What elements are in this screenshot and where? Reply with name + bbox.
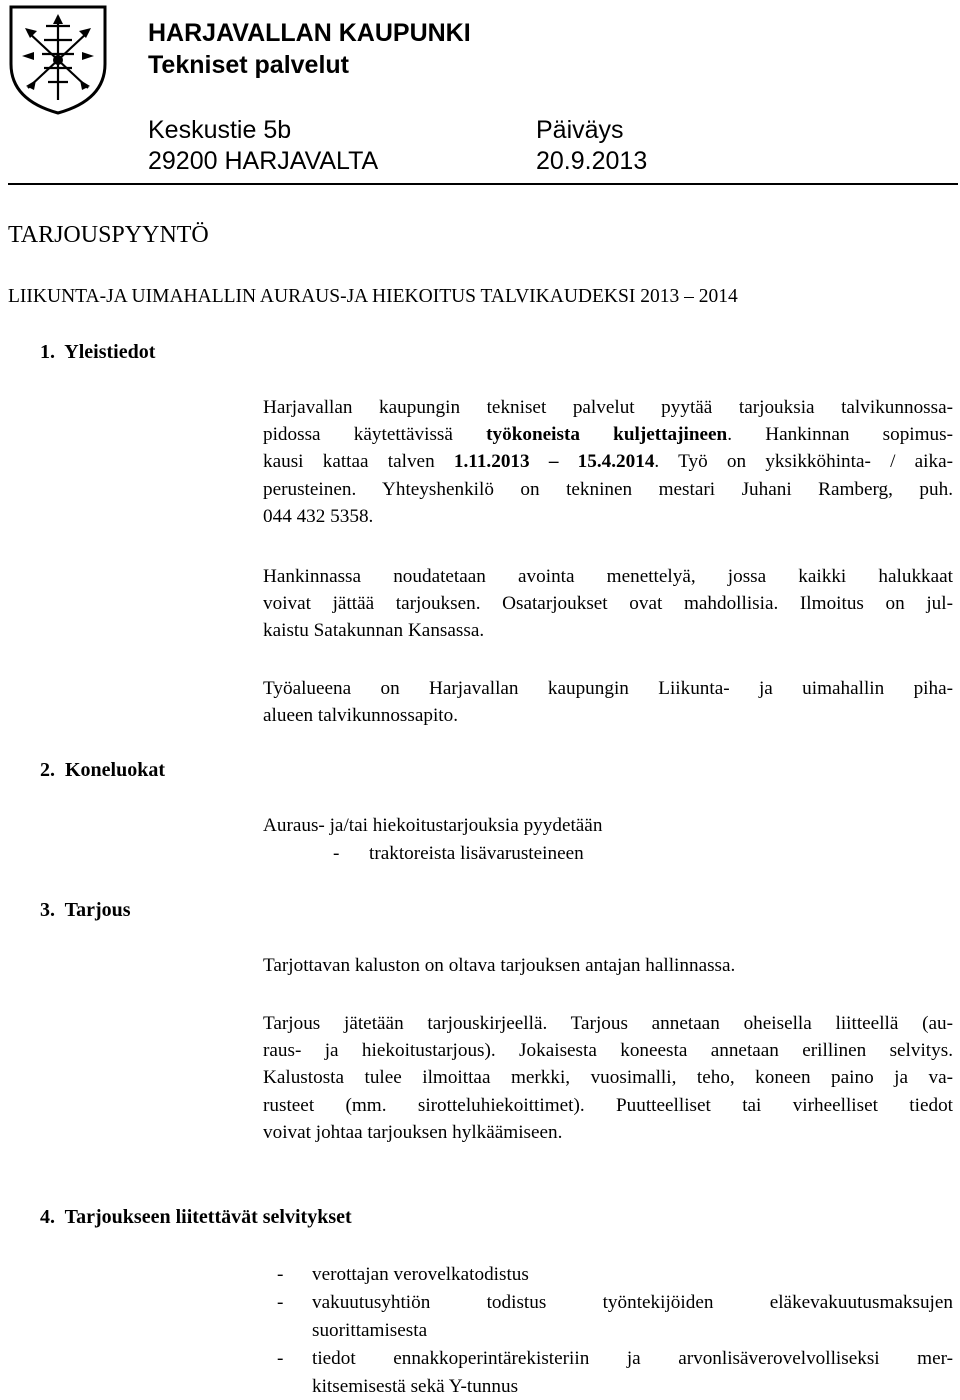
text-line: 044 432 5358. <box>263 505 374 527</box>
section-2-text: Auraus- ja/tai hiekoitustarjouksia pyydetään <box>263 815 603 836</box>
city-coat-of-arms-icon <box>8 4 108 116</box>
text-run: pidossa käytettävissä <box>263 424 487 446</box>
list-item-text: vakuutusyhtiön todistus työntekijöiden eläkevakuutusmaksujen <box>312 1292 953 1313</box>
date-value: 20.9.2013 <box>536 147 648 175</box>
text-line: voivat jättää tarjouksen. Osatarjoukset ovat mahdollisia. Ilmoitus on jul- <box>263 593 953 615</box>
list-item <box>263 1345 953 1400</box>
document-title: TARJOUSPYYNTÖ <box>8 222 209 248</box>
text-line: Työalueena on Harjavallan kaupungin Liikunta- ja uimahallin piha- <box>263 678 953 699</box>
section-1-heading: 1. Yleistiedot <box>40 341 156 363</box>
list-item: traktoreista lisävarusteineen <box>369 843 584 864</box>
postal-address: 29200 HARJAVALTA <box>148 147 379 175</box>
bullet-dash: - <box>277 1348 284 1369</box>
section-1-paragraph-1 <box>263 394 953 530</box>
text-line: Hankinnassa noudatetaan avointa menettelyä, jossa kaikki halukkaat <box>263 566 953 587</box>
text-run: kausi kattaa talven <box>263 451 454 473</box>
text-line <box>263 448 953 475</box>
text-line: Tarjous jätetään tarjouskirjeellä. Tarjous annetaan oheisella liitteellä (au- <box>263 1013 953 1034</box>
section-1-paragraph-3 <box>263 675 953 729</box>
bold-text-run: työkoneista kuljettajineen <box>486 424 728 446</box>
header-divider <box>8 183 958 185</box>
list-item <box>263 1289 953 1344</box>
text-line: kaistu Satakunnan Kansassa. <box>263 620 485 642</box>
bullet-dash: - <box>277 1264 284 1285</box>
text-run: . Hankinnan sopimus- <box>727 424 954 446</box>
text-line: rusteet (mm. sirotteluhiekoittimet). Puutteelliset tai virheelliset tiedot <box>263 1094 953 1116</box>
list-item-text: suorittamisesta <box>312 1319 428 1341</box>
text-line: perusteinen. Yhteyshenkilö on tekninen mestari Juhani Ramberg, puh. <box>263 478 953 500</box>
organization-name: HARJAVALLAN KAUPUNKI <box>148 19 471 47</box>
department-name: Tekniset palvelut <box>148 51 349 79</box>
document-subject: LIIKUNTA-JA UIMAHALLIN AURAUS-JA HIEKOITUS TALVIKAUDEKSI 2013 – 2014 <box>8 286 738 307</box>
text-line: raus- ja hiekoitustarjous). Jokaisesta koneesta annetaan erillinen selvitys. <box>263 1040 953 1062</box>
list-item <box>263 1261 953 1289</box>
bullet-dash: - <box>277 1292 284 1313</box>
text-line: alueen talvikunnossapito. <box>263 705 459 727</box>
list-item-text: verottajan verovelkatodistus <box>312 1264 529 1285</box>
bold-text-run: 1.11.2013 – 15.4.2014 <box>453 451 655 473</box>
street-address: Keskustie 5b <box>148 116 292 144</box>
section-3-paragraph-1: Tarjottavan kaluston on oltava tarjouksen antajan hallinnassa. <box>263 955 736 976</box>
date-label: Päiväys <box>536 116 624 144</box>
section-4-heading: 4. Tarjoukseen liitettävät selvitykset <box>40 1206 352 1228</box>
list-item-text: kitsemisestä sekä Y-tunnus <box>312 1375 519 1397</box>
section-3-paragraph-2 <box>263 1010 953 1146</box>
bullet-dash: - <box>333 843 340 864</box>
section-2-heading: 2. Koneluokat <box>40 759 166 781</box>
text-line: Kalustosta tulee ilmoittaa merkki, vuosimalli, teho, koneen paino ja va- <box>263 1067 953 1089</box>
text-line <box>263 421 953 448</box>
text-line: Harjavallan kaupungin tekniset palvelut pyytää tarjouksia talvikunnossa- <box>263 397 953 418</box>
text-run: . Työ on yksikköhinta- / aika- <box>654 451 953 473</box>
text-line: voivat johtaa tarjouksen hylkäämiseen. <box>263 1121 563 1143</box>
section-1-paragraph-2 <box>263 563 953 645</box>
list-item-text: tiedot ennakkoperintärekisteriin ja arvonlisäverovelvolliseksi mer- <box>312 1348 953 1369</box>
section-3-heading: 3. Tarjous <box>40 899 131 921</box>
